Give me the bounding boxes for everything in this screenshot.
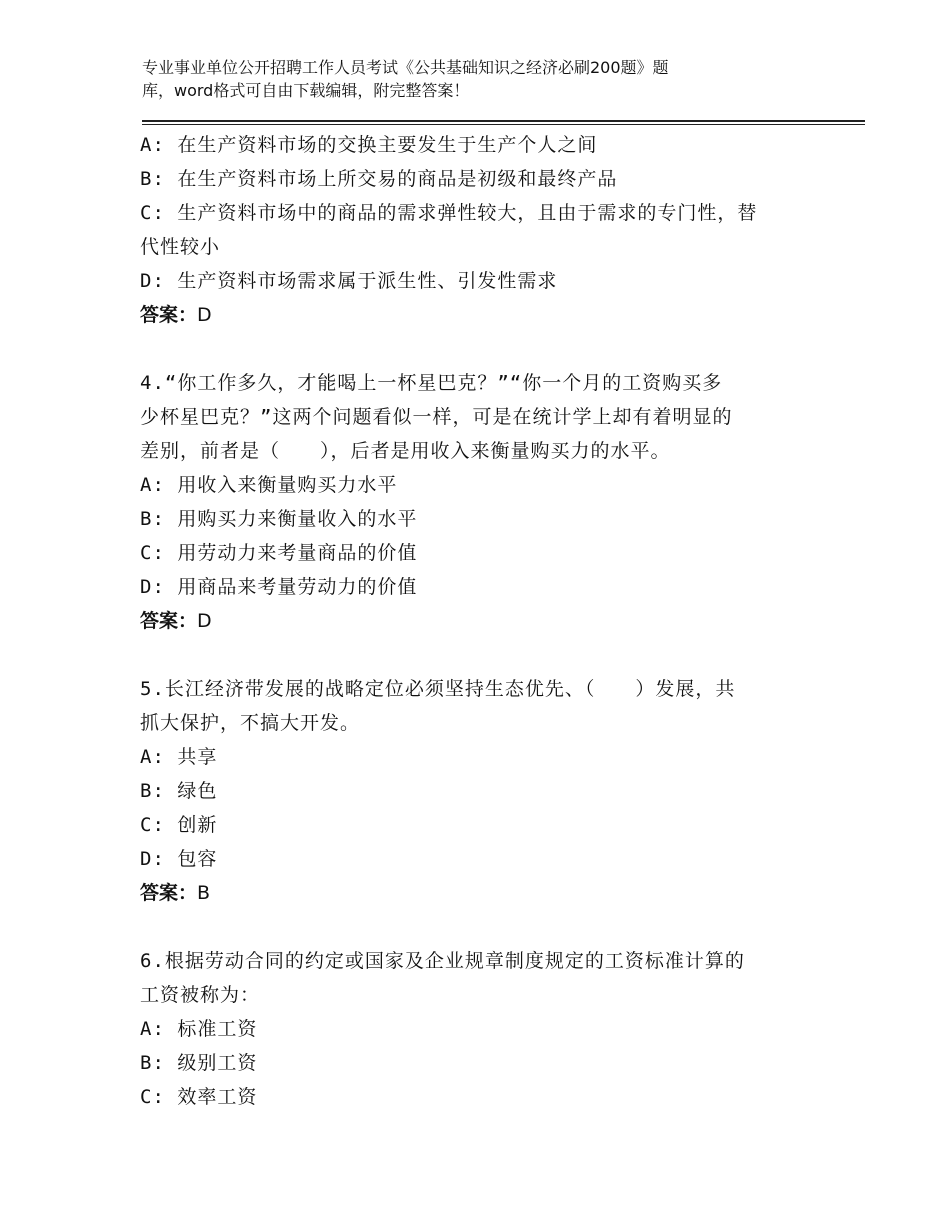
option-b: B: 在生产资料市场上所交易的商品是初级和最终产品 (140, 168, 618, 190)
option-d: D: 用商品来考量劳动力的价值 (140, 576, 418, 598)
option-a: A: 标准工资 (140, 1018, 258, 1040)
header-title-line-1: 专业事业单位公开招聘工作人员考试《公共基础知识之经济必刷200题》题 (142, 58, 669, 77)
question-stem: 5.长江经济带发展的战略定位必须坚持生态优先、（ ）发展，共 (140, 678, 736, 700)
answer-value: D (197, 610, 212, 632)
option-c: C: 创新 (140, 814, 218, 836)
option-d: D: 包容 (140, 848, 218, 870)
answer-value: D (197, 304, 212, 326)
answer-label: 答案： (140, 610, 198, 632)
option-c: C: 生产资料市场中的商品的需求弹性较大，且由于需求的专门性，替 (140, 202, 758, 224)
option-b: B: 级别工资 (140, 1052, 258, 1074)
option-b: B: 绿色 (140, 780, 218, 802)
question-stem: 6.根据劳动合同的约定或国家及企业规章制度规定的工资标准计算的 (140, 950, 745, 972)
question-6 (140, 944, 810, 1114)
option-a: A: 共享 (140, 746, 218, 768)
question-5 (140, 672, 810, 910)
question-4 (140, 366, 810, 638)
option-d: D: 生产资料市场需求属于派生性、引发性需求 (140, 270, 558, 292)
question-stem: 抓大保护，不搞大开发。 (140, 712, 361, 734)
header-title-line-2: 库，word格式可自由下载编辑，附完整答案！ (142, 81, 470, 100)
option-a: A: 用收入来衡量购买力水平 (140, 474, 398, 496)
question-3-tail (140, 128, 810, 332)
question-list (140, 128, 810, 1114)
question-stem: 4.“你工作多久，才能喝上一杯星巴克？”“你一个月的工资购买多 (140, 372, 723, 394)
answer (140, 298, 810, 332)
question-stem: 工资被称为： (140, 984, 261, 1006)
answer (140, 876, 810, 910)
answer (140, 604, 810, 638)
answer-label: 答案： (140, 882, 198, 904)
question-stem: 少杯星巴克？”这两个问题看似一样，可是在统计学上却有着明显的 (140, 406, 733, 428)
option-c: C: 用劳动力来考量商品的价值 (140, 542, 418, 564)
document-header (142, 56, 782, 102)
answer-value: B (197, 882, 211, 904)
option-c-continued: 代性较小 (140, 236, 221, 258)
header-divider-thin (142, 124, 865, 125)
option-c: C: 效率工资 (140, 1086, 258, 1108)
answer-label: 答案： (140, 304, 198, 326)
question-stem: 差别，前者是（ ），后者是用收入来衡量购买力的水平。 (140, 440, 671, 462)
option-a: A: 在生产资料市场的交换主要发生于生产个人之间 (140, 134, 598, 156)
option-b: B: 用购买力来衡量收入的水平 (140, 508, 418, 530)
header-divider-thick (142, 120, 865, 122)
